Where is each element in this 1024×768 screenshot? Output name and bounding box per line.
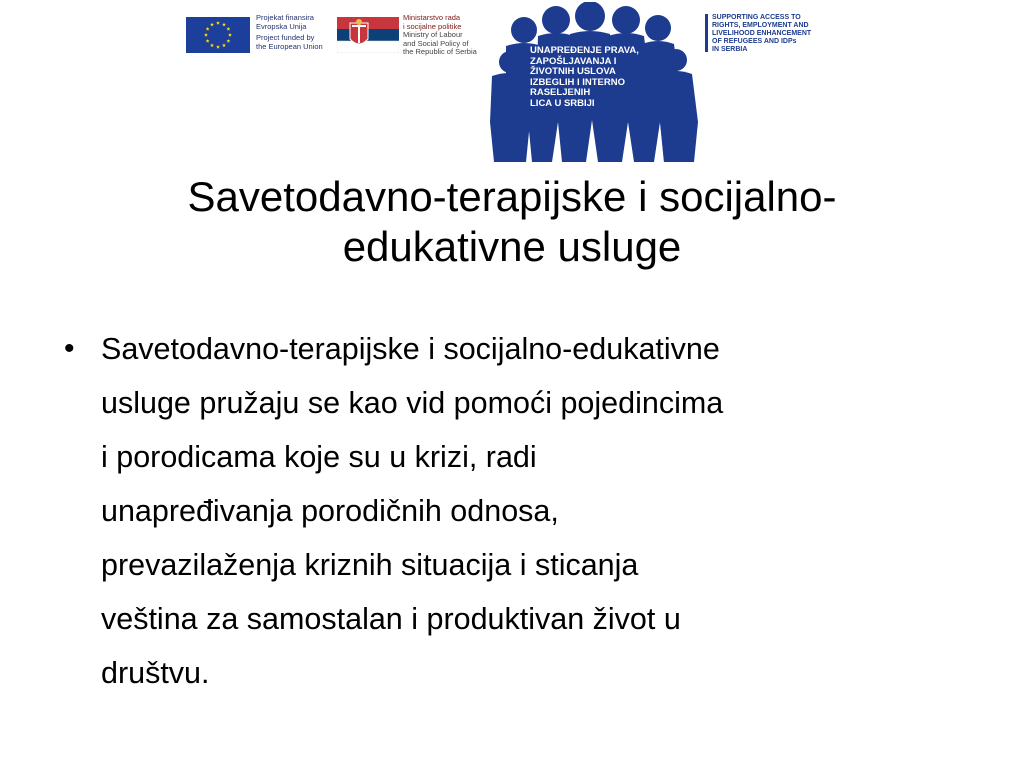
- support-text: [712, 14, 832, 54]
- project-title-line: ZAPOŠLJAVANJA I: [530, 55, 617, 67]
- bullet-text-line: Savetodavno-terapijske i socijalno-edukativne: [101, 332, 720, 366]
- serbia-coat-of-arms-icon: [337, 17, 399, 53]
- ministry-text-line: Ministry of Labour: [403, 30, 463, 39]
- support-text-line: LIVELIHOOD ENHANCEMENT: [712, 30, 812, 37]
- ministry-text: [403, 14, 493, 57]
- bullet-text-line: društvu.: [101, 656, 210, 690]
- support-divider: [705, 14, 708, 52]
- support-text-line: RIGHTS, EMPLOYMENT AND: [712, 22, 809, 29]
- slide-title: [60, 172, 964, 272]
- bullet-text-line: unapređivanja porodičnih odnosa,: [101, 494, 559, 528]
- logo-header: [0, 0, 1024, 165]
- eu-funding-text: [256, 14, 336, 51]
- ministry-text-line: and Social Policy of: [403, 38, 469, 48]
- bullet-list: [60, 322, 960, 700]
- slide-title-line: Savetodavno-terapijske i socijalno-: [187, 173, 837, 220]
- bullet-text-line: veština za samostalan i produktivan život u: [101, 602, 681, 636]
- ministry-text-line: the Republic of Serbia: [403, 47, 477, 56]
- project-title-text: [530, 46, 670, 109]
- ministry-text-line: Ministarstvo rada: [403, 13, 461, 22]
- eu-text-line: Project funded by: [256, 33, 315, 42]
- eu-text-line: Evropska Unija: [256, 21, 307, 31]
- eu-text-line: the European Union: [256, 41, 323, 51]
- project-title-line: ŽIVOTNIH USLOVA: [530, 66, 616, 77]
- eu-text-line: Projekat finansira: [256, 13, 314, 22]
- bullet-text-line: i porodicama koje su u krizi, radi: [101, 440, 537, 474]
- project-title-line: UNAPREĐENJE PRAVA,: [530, 45, 639, 56]
- support-text-line: IN SERBIA: [712, 46, 748, 53]
- bullet-icon: •: [64, 332, 75, 365]
- bullet-item: [60, 322, 960, 700]
- project-title-line: RASELJENIH: [530, 87, 591, 98]
- bullet-text-line: usluge pružaju se kao vid pomoći pojedincima: [101, 386, 724, 420]
- support-text-line: OF REFUGEES AND IDPs: [712, 38, 797, 45]
- support-text-line: SUPPORTING ACCESS TO: [712, 14, 801, 21]
- ministry-text-line: i socijalne politike: [403, 21, 462, 31]
- bullet-text-line: prevazilaženja kriznih situacija i sticanja: [101, 548, 639, 582]
- eu-flag-icon: [186, 17, 250, 53]
- slide-title-line: edukativne usluge: [342, 223, 682, 270]
- project-title-line: LICA U SRBIJI: [530, 97, 595, 109]
- project-title-line: IZBEGLIH I INTERNO: [530, 76, 625, 88]
